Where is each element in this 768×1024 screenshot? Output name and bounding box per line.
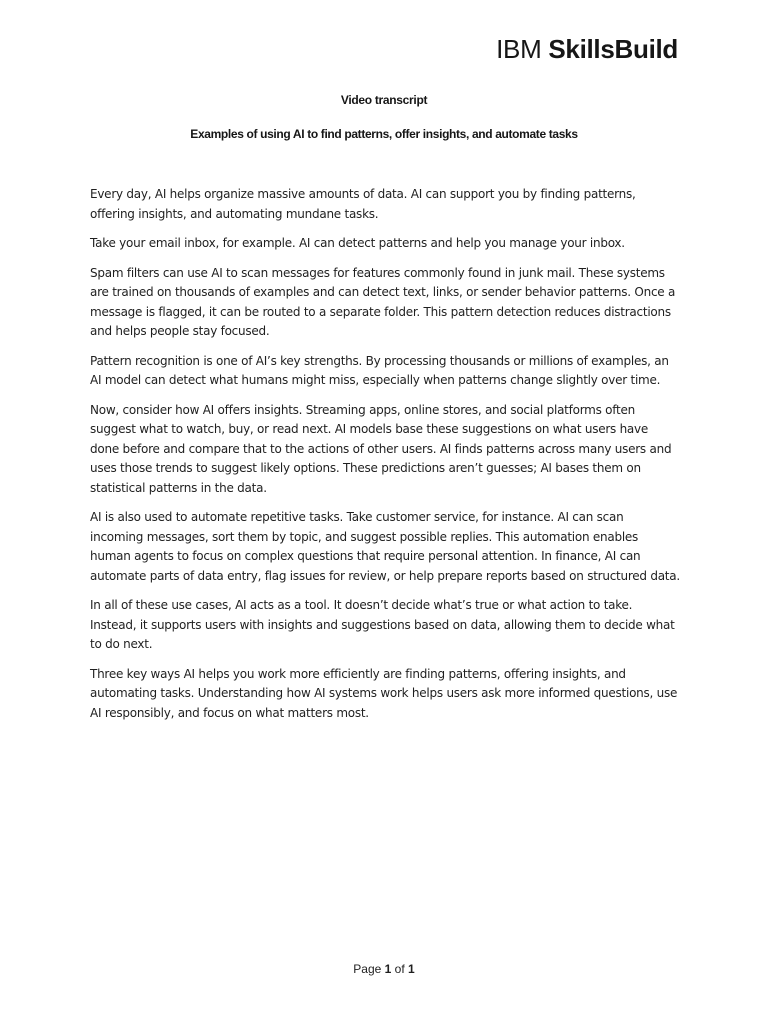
paragraph: Every day, AI helps organize massive amounts of data. AI can support you by finding patterns, offering insights, and automating mundane tasks. xyxy=(90,187,636,221)
paragraph: Now, consider how AI offers insights. Streaming apps, online stores, and social platforms often suggest what to watch, buy, or read next. AI models base these suggestions on what users have done before and compare that to the actions of other users. AI finds patterns across many users and uses those trends to suggest likely options. These predictions aren’t guesses; AI bases them on statistical patterns in the data. xyxy=(90,402,672,495)
current-page-number: 1 xyxy=(384,962,392,976)
paragraph: AI is also used to automate repetitive tasks. Take customer service, for instance. AI can scan incoming messages, sort them by topic, and suggest possible replies. This automation enables human agents to focus on complex questions that require personal attention. In finance, AI can automate parts of data entry, flag issues for review, or help prepare reports based on structured data. xyxy=(90,510,680,583)
transcript-body xyxy=(90,185,680,733)
ibm-skillsbuild-logo xyxy=(496,34,678,65)
paragraph: Take your email inbox, for example. AI can detect patterns and help you manage your inbox. xyxy=(90,236,625,250)
document-label: Video transcript xyxy=(340,93,428,107)
logo-brand-light: IBM xyxy=(496,34,549,64)
paragraph: In all of these use cases, AI acts as a tool. It doesn’t decide what’s true or what action to take. Instead, it supports users with insights and suggestions based on data, allowing them to decide what to do next. xyxy=(90,598,675,651)
logo-brand-bold: SkillsBuild xyxy=(548,34,678,64)
page-footer xyxy=(0,962,768,976)
paragraph: Pattern recognition is one of AI’s key strengths. By processing thousands or millions of examples, an AI model can detect what humans might miss, especially when patterns change slightly over time. xyxy=(90,353,669,387)
paragraph: Spam filters can use AI to scan messages for features commonly found in junk mail. These systems are trained on thousands of examples and can detect text, links, or sender behavior patterns. Once a message is flagged, it can be routed to a separate folder. This pattern detection reduces distractions and helps people stay focused. xyxy=(90,265,676,338)
paragraph: Three key ways AI helps you work more efficiently are finding patterns, offering insights, and automating tasks. Understanding how AI systems work helps users ask more informed questions, use AI responsibly, and focus on what matters most. xyxy=(90,666,678,720)
of-word: of xyxy=(391,962,409,976)
document-title: Examples of using AI to find patterns, offer insights, and automate tasks xyxy=(190,127,578,141)
total-page-count: 1 xyxy=(408,962,415,976)
page-word: Page xyxy=(353,962,385,976)
